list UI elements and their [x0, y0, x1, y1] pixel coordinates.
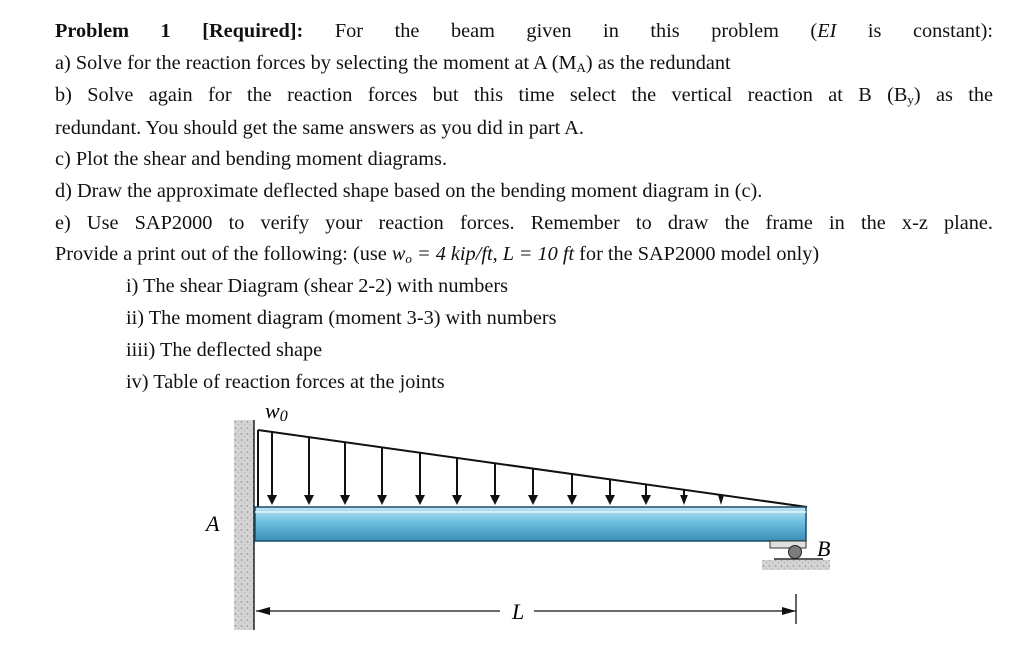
part-b-continued: redundant. You should get the same answers as you did in part A. — [55, 117, 584, 139]
problem-title-line: Problem 1 [Required]: For the beam given in this problem (EI is constant): — [55, 20, 993, 42]
load-arrow-head — [528, 495, 538, 505]
part-c: c) Plot the shear and bending moment diagrams. — [55, 148, 448, 170]
length-dimension — [256, 594, 796, 624]
beam — [255, 507, 806, 541]
fixed-support-a — [234, 420, 254, 630]
load-arrow-head — [567, 495, 577, 505]
provide-line: Provide a print out of the following: (use $w_o = 4$ kip/ft, L = 10 ft for the SAP2000 model only) — [55, 243, 820, 266]
load-arrow-head — [415, 495, 425, 505]
part-e: e) Use SAP2000 to verify your reaction forces. Remember to draw the frame in the x-z plane. — [55, 212, 993, 234]
load-arrows — [267, 432, 724, 505]
sub-item-shear: i) The shear Diagram (shear 2-2) with numbers — [126, 275, 509, 297]
sub-item-moment: ii) The moment diagram (moment 3-3) with numbers — [126, 307, 557, 329]
part-b: b) Solve again for the reaction forces but this time select the vertical reaction at B $(B_y)$ as the — [55, 84, 993, 107]
sub-item-deflected: iiii) The deflected shape — [126, 339, 323, 361]
length-label: L — [512, 599, 525, 624]
load-arrow-head — [641, 495, 651, 505]
load-arrow-head — [718, 495, 724, 505]
load-arrow-head — [680, 495, 688, 505]
support-b-label: B — [817, 536, 831, 561]
load-label: w0 — [265, 398, 288, 425]
load-arrow-head — [452, 495, 462, 505]
load-arrow-head — [267, 495, 277, 505]
load-arrow-head — [340, 495, 350, 505]
part-a: a) Solve for the reaction forces by selecting the moment at A $(M_A)$ as the redundant — [55, 52, 731, 75]
load-arrow-head — [605, 495, 615, 505]
load-arrow-head — [490, 495, 500, 505]
support-a-label: A — [206, 511, 220, 536]
part-d: d) Draw the approximate deflected shape based on the bending moment diagram in (c). — [55, 180, 763, 202]
load-arrow-head — [304, 495, 314, 505]
load-arrow-head — [377, 495, 387, 505]
problem-heading: Problem 1 [Required]: — [55, 20, 304, 42]
sub-item-reactions: iv) Table of reaction forces at the joints — [126, 371, 445, 393]
